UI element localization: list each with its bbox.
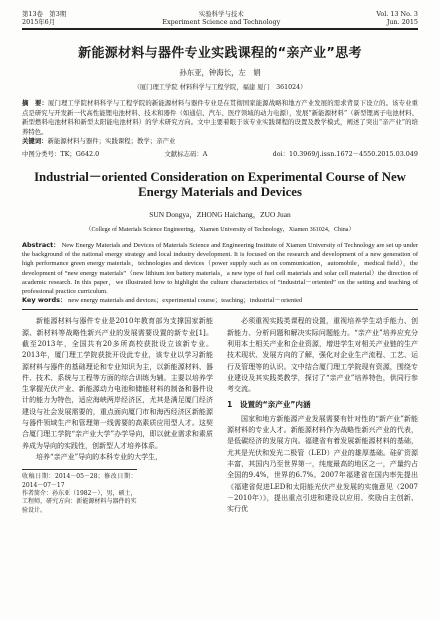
- document-code: 文献标志码：A: [164, 149, 208, 158]
- header-date: 2015年6月: [22, 18, 56, 26]
- keywords-label-cn: 关键词：: [22, 137, 48, 146]
- keywords-english: [22, 296, 418, 305]
- authors-chinese: 孙东亚，钟海长，左 娟: [179, 68, 261, 77]
- keywords-chinese: [22, 137, 418, 147]
- footnote-author: 作者简介：孙东亚（1982－），男，硕士，工程师，研究方向：新能源材料与器件的实验设计。: [22, 490, 137, 514]
- body-rule: [22, 309, 418, 310]
- body-paragraph: 培养“亲产业”导向的本科专业的大学生，: [36, 452, 163, 461]
- header-volume-en: Vol. 13 No. 3: [376, 10, 418, 18]
- authors-english: SUN Dongya，ZHONG Haichang，ZUO Juan: [149, 209, 291, 219]
- right-column: [227, 316, 418, 515]
- header-volume-issue: 第13卷 第3期: [22, 10, 67, 18]
- clc-number: 中图分类号：TK；G642.0: [22, 149, 100, 158]
- keywords-text-en: new energy materials and devices；experimental course；teaching；industrial－oriented: [68, 297, 303, 305]
- abstract-text-cn: 厦门理工学院材料科学与工程学院的新能源材料与器件专业是在贯彻国家能源战略和地方产业发展的需求背景下设立的。该专业重点是研究与开发新一代高性能锂电池材料、技术和器件（如通信、汽车、医疗领域的动力电源），发展“新能源材料”（新型锂离子电池材料、新型燃料电池材料和新型太阳能电池材料）的学术研究方向。文中主要着眼于该专业实践课程的设置及教学模式，阐述了突出“亲产业”的培养特色。: [22, 99, 419, 136]
- body-paragraph: 新能源材料与器件专业是2010年教育部为支撑国家新能源、新材料等战略性新兴产业的发展需要设置的新专业[1]。截至2013年，全国共有20多所高校获批设立该新专业。2013年，厦门理工学院获批开设此专业，该专业以学习新能源材料与器件的基础理论和专业知识为主，以新能源材料、器件、技术、系统与工程等方面的综合训练为辅。主要以培养学生掌握光伏产业、新能源动力电池和储能材料的制备和器件设计的能力为特色，适应海峡两岸经济区，尤其是满足厦门经济建设与社会发展需要的，重点面向厦门市和海西经济区新能源与器件领域生产和管理第一线需要的高素质应用型人才。这契合厦门理工学院“亲产业大学”办学导向，即以就业需求和素质养成为导向的实践性，创新型人才培养体系。: [22, 317, 213, 450]
- keywords-text-cn: 新能源材料与器件；实践课程；教学；亲产业: [47, 137, 176, 146]
- footnote: [22, 469, 137, 515]
- footnote-received: 收稿日期：2014－05－28；修改日期：2014－07－17: [22, 473, 137, 489]
- abstract-english: [22, 241, 418, 296]
- doi: doi：10.3969/j.issn.1672－4550.2015.03.049: [272, 149, 418, 158]
- body-columns: [22, 316, 418, 515]
- header-journal-en: Experiment Science and Technology: [162, 18, 281, 26]
- left-column: [22, 316, 213, 515]
- affiliation-chinese: （厦门理工学院 材料科学与工程学院，福建 厦门 361024）: [133, 84, 307, 91]
- abstract-text-en: New Energy Materials and Devices of Materials Science and Engineering Institute of Xiamen University of Technology are set up under the background of the national energy strategy and local industry development. It is focused on the research and development of a new generation of high performance green energy materials，technologies and devices（power supply such as on communication，automobile，medical field），the development of “new energy materials”（new lithium ion battery materials，a new type of fuel cell materials and solar cell material）the direction of academic research. In this paper，we illustrated how to highlight the culture characteristics of “industrial－oriented” on the setting and teaching of professional practice curriculum.: [22, 241, 418, 295]
- abstract-label-en: Abstract：: [22, 240, 60, 249]
- header-volume-info-en: [376, 10, 418, 26]
- classification-line: [22, 149, 418, 158]
- header-date-en: Jun. 2015: [386, 18, 418, 26]
- keywords-label-en: Key words：: [22, 296, 67, 305]
- header-journal-name: [162, 10, 280, 26]
- title-chinese: 新能源材料与器件专业实践课程的“亲产业”思考: [78, 46, 362, 61]
- body-paragraph: 国家和地方新能源产业发展需要有针对性的“新产业”新能源材料的专业人才。新能源材料作为战略性新兴产业的代表，是低碳经济的发展方向。福建省有着发展新能源材料的基础，尤其是光伏和发光二极管（LED）产业的雄厚基础。硅矿资源丰富，其国内乃至世界第一，纯度最高的地区之一，产量约占全国的9.4%，世界的6.7%。2007年福建省在国内率先提出《福建省促进LED和太阳能光伏产业发展的实施意见（2007－2010年）》，提出重点引进和建设以应用、奖励自主创新、实行优: [227, 414, 418, 514]
- header-journal-cn: 实验科学与技术: [198, 10, 244, 18]
- abstract-label-cn: 摘 要：: [22, 99, 48, 107]
- title-english: Industrial－oriented Consideration on Experimental Course of New Energy Materials and Devices: [34, 169, 406, 200]
- section-heading: 1 设置的“亲产业”内涵: [227, 400, 311, 410]
- abstract-chinese: [22, 99, 418, 137]
- body-paragraph: 必须重视实践类课程的设置，重视培养学生动手能力、创新能力、分析问题和解决实际问题能力。“亲产业”培养应充分利用本土相关产业和企业资源，增进学生对相关产业链的生产技术现状、发展方向的了解，强化对企业生产流程、工艺、运行及管理等的认识。文中结合厦门理工学院现有资源，围绕专业建设及其实践类教学，探讨了“亲产业”培养特色，供同行参考交流。: [227, 317, 418, 394]
- affiliation-english: （College of Materials Science Engineering，Xiamen University of Technology，Xiamen 361024，China）: [85, 226, 355, 233]
- header-volume-info: [22, 10, 66, 26]
- running-header: [22, 10, 418, 26]
- header-rule: [22, 28, 418, 30]
